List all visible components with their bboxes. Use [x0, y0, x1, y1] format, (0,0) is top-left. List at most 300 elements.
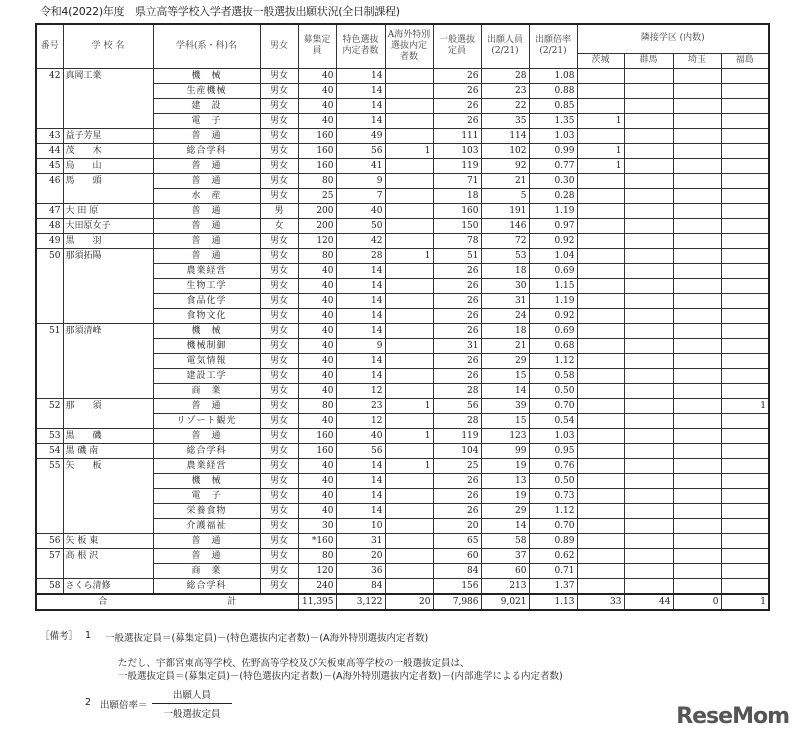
cell-ippan: 28	[433, 413, 481, 428]
cell-dept-name: 食品化学	[153, 293, 260, 308]
cell-a-kaigai	[385, 158, 433, 173]
cell-dept-name: 水 産	[153, 188, 260, 203]
cell-saitama	[673, 83, 721, 98]
cell-a-kaigai	[385, 473, 433, 488]
cell-ibaraki	[577, 413, 624, 428]
total-label-b: 計	[227, 596, 237, 607]
cell-gender: 男女	[260, 293, 298, 308]
cell-applicants: 28	[481, 68, 529, 83]
cell-tokushoku: 40	[336, 203, 385, 218]
cell-fukushima	[721, 128, 769, 143]
table-row	[36, 248, 769, 263]
cell-saitama	[673, 98, 721, 113]
school-no: 43	[36, 128, 63, 143]
cell-ippan: 71	[433, 173, 481, 188]
cell-gunma	[624, 173, 673, 188]
cell-saitama	[673, 293, 721, 308]
cell-gunma	[624, 143, 673, 158]
remark-1-note: ただし、宇都宮東高等学校、佐野高等学校及び矢板東高等学校の一般選抜定員は、	[118, 658, 470, 669]
cell-applicants: 18	[481, 263, 529, 278]
table-row	[36, 443, 769, 458]
cell-a-kaigai	[385, 338, 433, 353]
cell-applicants: 18	[481, 323, 529, 338]
cell-a-kaigai	[385, 83, 433, 98]
cell-capacity: 40	[298, 458, 336, 473]
cell-dept-name: 建設工学	[153, 368, 260, 383]
cell-ippan: 26	[433, 368, 481, 383]
cell-applicants: 15	[481, 413, 529, 428]
cell-ippan: 119	[433, 158, 481, 173]
cell-applicants: 13	[481, 473, 529, 488]
cell-dept-name: 電気情報	[153, 353, 260, 368]
cell-tokushoku: 14	[336, 263, 385, 278]
cell-fukushima	[721, 203, 769, 218]
cell-capacity: 40	[298, 83, 336, 98]
cell-applicants: 29	[481, 503, 529, 518]
cell-ippan: 28	[433, 383, 481, 398]
cell-applicants: 21	[481, 338, 529, 353]
school-name: 烏 山	[63, 158, 153, 173]
cell-gunma	[624, 578, 673, 594]
cell-dept-name: 普 通	[153, 548, 260, 563]
cell-tokushoku: 49	[336, 128, 385, 143]
cell-applicants: 53	[481, 248, 529, 263]
fraction-bar	[152, 703, 232, 704]
cell-saitama	[673, 308, 721, 323]
cell-applicants: 35	[481, 113, 529, 128]
cell-applicants: 19	[481, 458, 529, 473]
cell-ratio: 0.62	[529, 548, 577, 563]
cell-ippan: 78	[433, 233, 481, 248]
cell-capacity: 160	[298, 428, 336, 443]
cell-applicants: 123	[481, 428, 529, 443]
cell-gunma	[624, 308, 673, 323]
cell-ibaraki	[577, 128, 624, 143]
cell-applicants: 29	[481, 353, 529, 368]
cell-gender: 男女	[260, 248, 298, 263]
cell-gunma	[624, 248, 673, 263]
cell-dept-name: 機 械	[153, 473, 260, 488]
cell-capacity: 40	[298, 278, 336, 293]
cell-tokushoku: 84	[336, 578, 385, 594]
cell-ippan: 26	[433, 278, 481, 293]
school-name: 真岡工業	[63, 68, 153, 128]
header-gender: 男女	[260, 24, 298, 68]
cell-ibaraki	[577, 368, 624, 383]
cell-ratio: 0.69	[529, 263, 577, 278]
header-a-kaigai: A海外特別選抜内定者数	[385, 24, 433, 68]
cell-saitama	[673, 488, 721, 503]
cell-capacity: 80	[298, 248, 336, 263]
header-tokushoku: 特色選抜内定者数	[336, 24, 385, 68]
cell-tokushoku: 14	[336, 458, 385, 473]
school-name: 大田原女子	[63, 218, 153, 233]
cell-ippan: 119	[433, 428, 481, 443]
cell-ratio: 1.37	[529, 578, 577, 594]
cell-ratio: 0.99	[529, 143, 577, 158]
school-name: 那須拓陽	[63, 248, 153, 323]
cell-dept-name: 総合学科	[153, 443, 260, 458]
header-saitama: 埼玉	[673, 53, 721, 68]
cell-fukushima	[721, 143, 769, 158]
total-gunma: 44	[624, 594, 673, 610]
remark-2-number: 2	[85, 697, 92, 708]
cell-tokushoku: 14	[336, 473, 385, 488]
remark-1-number: 1	[85, 630, 92, 641]
cell-tokushoku: 14	[336, 503, 385, 518]
cell-tokushoku: 41	[336, 158, 385, 173]
cell-tokushoku: 14	[336, 278, 385, 293]
cell-gender: 男女	[260, 338, 298, 353]
cell-ibaraki	[577, 398, 624, 413]
cell-capacity: 40	[298, 413, 336, 428]
cell-saitama	[673, 248, 721, 263]
cell-ratio: 0.70	[529, 398, 577, 413]
cell-ratio: 1.19	[529, 293, 577, 308]
cell-a-kaigai: 1	[385, 428, 433, 443]
cell-ratio: 0.68	[529, 338, 577, 353]
cell-a-kaigai	[385, 383, 433, 398]
cell-ratio: 0.70	[529, 518, 577, 533]
cell-ibaraki	[577, 548, 624, 563]
cell-gunma	[624, 263, 673, 278]
cell-ippan: 60	[433, 548, 481, 563]
cell-ippan: 26	[433, 488, 481, 503]
table-row	[36, 143, 769, 158]
cell-gender: 女	[260, 218, 298, 233]
table-row	[36, 68, 769, 83]
cell-saitama	[673, 338, 721, 353]
cell-capacity: 200	[298, 203, 336, 218]
cell-a-kaigai: 1	[385, 143, 433, 158]
cell-ibaraki	[577, 203, 624, 218]
cell-ippan: 26	[433, 263, 481, 278]
header-capacity: 募集定員	[298, 24, 336, 68]
cell-fukushima	[721, 293, 769, 308]
cell-a-kaigai	[385, 68, 433, 83]
cell-gender: 男女	[260, 413, 298, 428]
cell-ippan: 20	[433, 518, 481, 533]
cell-a-kaigai	[385, 203, 433, 218]
cell-fukushima	[721, 518, 769, 533]
cell-applicants: 30	[481, 278, 529, 293]
cell-saitama	[673, 353, 721, 368]
cell-ratio: 0.92	[529, 308, 577, 323]
cell-ratio: 1.08	[529, 68, 577, 83]
cell-tokushoku: 14	[336, 368, 385, 383]
cell-gunma	[624, 83, 673, 98]
school-no: 42	[36, 68, 63, 128]
total-tokushoku: 3,122	[336, 594, 385, 610]
cell-dept-name: 機 械	[153, 68, 260, 83]
cell-saitama	[673, 533, 721, 548]
cell-gender: 男女	[260, 398, 298, 413]
cell-gender: 男女	[260, 323, 298, 338]
cell-gender: 男女	[260, 83, 298, 98]
cell-ibaraki	[577, 338, 624, 353]
cell-ippan: 26	[433, 68, 481, 83]
cell-a-kaigai	[385, 548, 433, 563]
cell-capacity: 40	[298, 323, 336, 338]
cell-ibaraki	[577, 578, 624, 594]
header-school: 学 校 名	[63, 24, 153, 68]
cell-ippan: 25	[433, 458, 481, 473]
cell-gender: 男女	[260, 113, 298, 128]
cell-applicants: 58	[481, 533, 529, 548]
cell-a-kaigai	[385, 113, 433, 128]
cell-capacity: 120	[298, 563, 336, 578]
cell-gender: 男女	[260, 308, 298, 323]
cell-saitama	[673, 203, 721, 218]
cell-dept-name: 普 通	[153, 218, 260, 233]
cell-ratio: 0.89	[529, 533, 577, 548]
cell-tokushoku: 56	[336, 143, 385, 158]
applications-table	[35, 23, 770, 611]
cell-gunma	[624, 488, 673, 503]
cell-ratio: 1.03	[529, 128, 577, 143]
cell-dept-name: リゾート観光	[153, 413, 260, 428]
cell-dept-name: 総合学科	[153, 578, 260, 594]
cell-ibaraki: 1	[577, 158, 624, 173]
cell-ippan: 103	[433, 143, 481, 158]
cell-dept-name: 商 業	[153, 383, 260, 398]
cell-dept-name: 栄養食物	[153, 503, 260, 518]
cell-applicants: 102	[481, 143, 529, 158]
school-no: 46	[36, 173, 63, 203]
cell-ibaraki	[577, 188, 624, 203]
cell-fukushima	[721, 113, 769, 128]
table-row	[36, 578, 769, 594]
cell-fukushima	[721, 563, 769, 578]
cell-ratio: 0.50	[529, 383, 577, 398]
cell-saitama	[673, 413, 721, 428]
cell-dept-name: 農業経営	[153, 458, 260, 473]
cell-saitama	[673, 368, 721, 383]
cell-dept-name: 普 通	[153, 203, 260, 218]
ratio-fraction	[152, 687, 232, 720]
cell-capacity: 160	[298, 443, 336, 458]
cell-gunma	[624, 128, 673, 143]
cell-fukushima	[721, 503, 769, 518]
cell-ratio: 0.58	[529, 368, 577, 383]
cell-saitama	[673, 263, 721, 278]
cell-fukushima	[721, 158, 769, 173]
cell-gunma	[624, 443, 673, 458]
cell-applicants: 37	[481, 548, 529, 563]
cell-gender: 男女	[260, 188, 298, 203]
cell-applicants: 39	[481, 398, 529, 413]
cell-gunma	[624, 368, 673, 383]
cell-gunma	[624, 158, 673, 173]
remark-1-formula: 一般選抜定員＝(募集定員)－(特色選抜内定者数)－(A海外特別選抜内定者数)	[105, 633, 429, 644]
cell-a-kaigai	[385, 293, 433, 308]
cell-a-kaigai	[385, 563, 433, 578]
cell-dept-name: 建 設	[153, 98, 260, 113]
cell-a-kaigai	[385, 413, 433, 428]
cell-a-kaigai	[385, 323, 433, 338]
cell-fukushima	[721, 443, 769, 458]
cell-ibaraki	[577, 278, 624, 293]
cell-gunma	[624, 338, 673, 353]
cell-capacity: 120	[298, 233, 336, 248]
school-no: 54	[36, 443, 63, 458]
cell-dept-name: 農業経営	[153, 263, 260, 278]
cell-tokushoku: 14	[336, 488, 385, 503]
cell-dept-name: 生産機械	[153, 83, 260, 98]
school-no: 45	[36, 158, 63, 173]
cell-gunma	[624, 203, 673, 218]
header-neighbor: 隣接学区 (内数)	[577, 24, 769, 53]
cell-gunma	[624, 473, 673, 488]
cell-fukushima	[721, 233, 769, 248]
cell-ibaraki	[577, 83, 624, 98]
cell-ratio: 0.97	[529, 218, 577, 233]
cell-ratio: 1.19	[529, 203, 577, 218]
cell-saitama	[673, 128, 721, 143]
cell-ippan: 111	[433, 128, 481, 143]
school-no: 57	[36, 548, 63, 578]
cell-gunma	[624, 518, 673, 533]
cell-ibaraki	[577, 353, 624, 368]
fraction-numerator: 出願人員	[172, 690, 211, 701]
cell-saitama	[673, 398, 721, 413]
cell-dept-name: 機 械	[153, 323, 260, 338]
cell-saitama	[673, 143, 721, 158]
cell-ratio: 0.73	[529, 488, 577, 503]
table-row	[36, 173, 769, 188]
cell-fukushima	[721, 473, 769, 488]
cell-applicants: 72	[481, 233, 529, 248]
cell-ratio: 0.69	[529, 323, 577, 338]
header-ratio: 出願倍率 (2/21)	[529, 24, 577, 68]
cell-ippan: 26	[433, 308, 481, 323]
cell-saitama	[673, 278, 721, 293]
cell-capacity: 40	[298, 263, 336, 278]
cell-ibaraki	[577, 428, 624, 443]
school-name: さくら清修	[63, 578, 153, 594]
cell-capacity: 30	[298, 518, 336, 533]
cell-capacity: *160	[298, 533, 336, 548]
cell-capacity: 80	[298, 173, 336, 188]
cell-fukushima	[721, 428, 769, 443]
cell-tokushoku: 42	[336, 233, 385, 248]
cell-a-kaigai	[385, 233, 433, 248]
cell-ippan: 26	[433, 113, 481, 128]
fraction-denominator: 一般選抜定員	[163, 709, 221, 720]
table-row	[36, 158, 769, 173]
cell-saitama	[673, 323, 721, 338]
cell-a-kaigai	[385, 503, 433, 518]
cell-a-kaigai	[385, 173, 433, 188]
cell-applicants: 5	[481, 188, 529, 203]
cell-fukushima	[721, 548, 769, 563]
cell-gunma	[624, 323, 673, 338]
cell-gunma	[624, 563, 673, 578]
cell-gender: 男女	[260, 263, 298, 278]
cell-a-kaigai	[385, 518, 433, 533]
cell-gunma	[624, 503, 673, 518]
cell-ibaraki	[577, 248, 624, 263]
cell-gender: 男女	[260, 128, 298, 143]
cell-dept-name: 食物文化	[153, 308, 260, 323]
cell-capacity: 160	[298, 128, 336, 143]
cell-saitama	[673, 233, 721, 248]
cell-ratio: 0.95	[529, 443, 577, 458]
cell-tokushoku: 14	[336, 353, 385, 368]
cell-tokushoku: 50	[336, 218, 385, 233]
cell-gunma	[624, 218, 673, 233]
remark-2-label: 出願倍率＝	[100, 700, 148, 711]
cell-tokushoku: 9	[336, 173, 385, 188]
cell-gunma	[624, 428, 673, 443]
table-row	[36, 203, 769, 218]
header-applicants: 出願人員 (2/21)	[481, 24, 529, 68]
cell-fukushima	[721, 68, 769, 83]
school-name: 高 根 沢	[63, 548, 153, 578]
cell-gender: 男女	[260, 533, 298, 548]
total-row	[36, 594, 769, 610]
cell-dept-name: 普 通	[153, 128, 260, 143]
cell-gender: 男女	[260, 488, 298, 503]
cell-capacity: 160	[298, 158, 336, 173]
cell-ippan: 26	[433, 353, 481, 368]
document-title: 令和4(2022)年度 県立高等学校入学者選抜一般選抜出願状況(全日制課程)	[40, 5, 400, 18]
cell-ippan: 26	[433, 323, 481, 338]
cell-ibaraki	[577, 443, 624, 458]
cell-ibaraki	[577, 533, 624, 548]
cell-a-kaigai	[385, 278, 433, 293]
school-name: 黒 磯 南	[63, 443, 153, 458]
school-no: 50	[36, 248, 63, 323]
cell-fukushima	[721, 263, 769, 278]
cell-fukushima	[721, 488, 769, 503]
cell-dept-name: 普 通	[153, 233, 260, 248]
cell-applicants: 14	[481, 518, 529, 533]
school-no: 53	[36, 428, 63, 443]
cell-gender: 男女	[260, 443, 298, 458]
cell-applicants: 22	[481, 98, 529, 113]
cell-capacity: 40	[298, 473, 336, 488]
cell-ibaraki	[577, 98, 624, 113]
cell-applicants: 114	[481, 128, 529, 143]
cell-applicants: 31	[481, 293, 529, 308]
cell-capacity: 25	[298, 188, 336, 203]
cell-tokushoku: 7	[336, 188, 385, 203]
school-name: 黒 羽	[63, 233, 153, 248]
header-gunma: 群馬	[624, 53, 673, 68]
cell-a-kaigai	[385, 368, 433, 383]
cell-a-kaigai	[385, 443, 433, 458]
cell-gender: 男女	[260, 548, 298, 563]
cell-tokushoku: 20	[336, 548, 385, 563]
cell-applicants: 60	[481, 563, 529, 578]
cell-dept-name: 普 通	[153, 398, 260, 413]
cell-capacity: 40	[298, 98, 336, 113]
header-no: 番号	[36, 24, 63, 68]
header-fukushima: 福島	[721, 53, 769, 68]
school-name: 益子芳星	[63, 128, 153, 143]
table-body	[36, 68, 769, 610]
cell-capacity: 240	[298, 578, 336, 594]
cell-saitama	[673, 383, 721, 398]
cell-capacity: 40	[298, 383, 336, 398]
cell-saitama	[673, 428, 721, 443]
cell-gunma	[624, 458, 673, 473]
cell-saitama	[673, 218, 721, 233]
cell-a-kaigai	[385, 533, 433, 548]
cell-tokushoku: 40	[336, 428, 385, 443]
cell-gunma	[624, 68, 673, 83]
